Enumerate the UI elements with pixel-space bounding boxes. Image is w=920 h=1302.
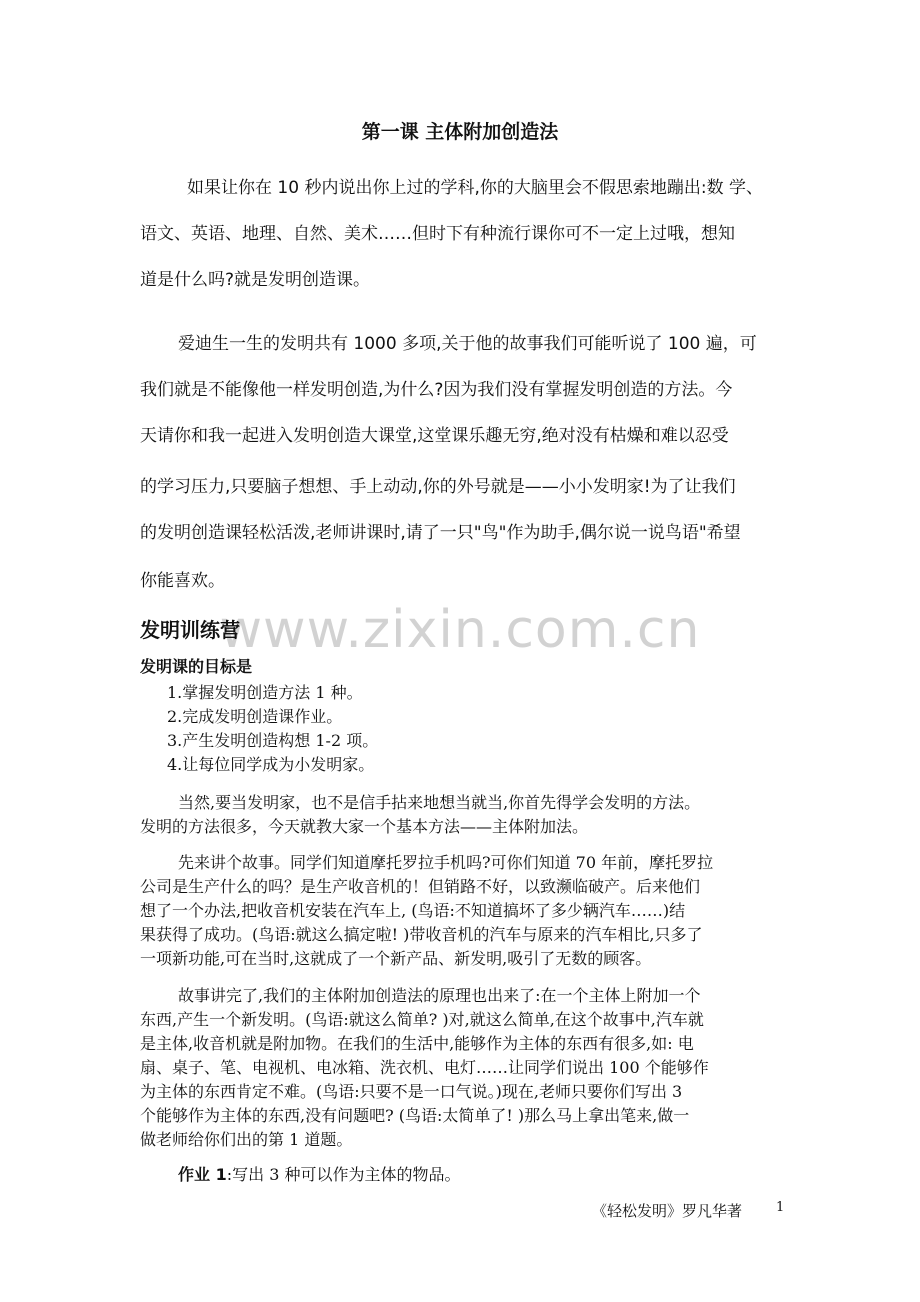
para2-line-5: 的发明创造课轻松活泼,老师讲课时,请了一只"鸟"作为助手,偶尔说一说鸟语"希望 [140, 523, 741, 543]
goal-item-1: 1.掌握发明创造方法 1 种。 [167, 683, 363, 702]
goal-item-4: 4.让每位同学成为小发明家。 [167, 755, 375, 774]
para5-line-1: 故事讲完了,我们的主体附加创造法的原理也出来了:在一个主体上附加一个 [178, 986, 701, 1005]
section-title: 发明训练营 [140, 618, 240, 642]
homework-1 [178, 1162, 460, 1185]
watermark: www.zixin.com.cn [219, 600, 701, 660]
para4-line-2: 公司是生产什么的吗？是生产收音机的！但销路不好，以致濒临破产。后来他们 [140, 877, 701, 896]
para5-line-2: 东西,产生一个新发明。(鸟语:就这么简单? )对,就这么简单,在这个故事中,汽车就 [140, 1010, 704, 1029]
goal-item-3: 3.产生发明创造构想 1-2 项。 [167, 731, 379, 750]
para3-line-1: 当然,要当发明家，也不是信手拈来地想当就当,你首先得学会发明的方法。 [178, 793, 701, 812]
goal-item-2: 2.完成发明创造课作业。 [167, 707, 343, 726]
lesson-title: 第一课 主体附加创造法 [361, 121, 559, 143]
para5-line-3: 是主体,收音机就是附加物。在我们的生活中,能够作为主体的东西有很多,如: 电 [140, 1034, 694, 1053]
footer-source: 《轻松发明》罗凡华著 [592, 1202, 743, 1220]
para5-line-4: 扇、桌子、笔、电视机、电冰箱、洗衣机、电灯……让同学们说出 100 个能够作 [140, 1058, 709, 1077]
para3-line-2: 发明的方法很多，今天就教大家一个基本方法——主体附加法。 [140, 817, 589, 836]
para4-line-3: 想了一个办法,把收音机安装在汽车上, (鸟语:不知道搞坏了多少辆汽车……)结 [140, 901, 686, 920]
page-number: 1 [776, 1200, 785, 1215]
para5-line-6: 个能够作为主体的东西,没有问题吧? (鸟语:太简单了! )那么马上拿出笔来,做一 [140, 1106, 690, 1125]
para4-line-1: 先来讲个故事。同学们知道摩托罗拉手机吗?可你们知道 70 年前，摩托罗拉 [178, 853, 714, 872]
para2-line-3: 天请你和我一起进入发明创造大课堂,这堂课乐趣无穷,绝对没有枯燥和难以忍受 [140, 426, 729, 446]
para2-line-4: 的学习压力,只要脑子想想、手上动动,你的外号就是——小小发明家!为了让我们 [140, 477, 736, 497]
para4-line-5: 一项新功能,可在当时,这就成了一个新产品、新发明,吸引了无数的顾客。 [140, 949, 652, 968]
intro-line-3: 道是什么吗?就是发明创造课。 [140, 270, 371, 290]
para4-line-4: 果获得了成功。(鸟语:就这么搞定啦! )带收音机的汽车与原来的汽车相比,只多了 [140, 925, 703, 944]
para5-line-7: 做老师给你们出的第 1 道题。 [140, 1130, 353, 1149]
para2-line-2: 我们就是不能像他一样发明创造,为什么?因为我们没有掌握发明创造的方法。今 [140, 380, 733, 400]
homework-label: 作业 1 [178, 1165, 227, 1184]
homework-text: :写出 3 种可以作为主体的物品。 [226, 1165, 461, 1184]
goals-title: 发明课的目标是 [140, 657, 253, 676]
para2-line-6: 你能喜欢。 [140, 571, 225, 591]
intro-line-1: 如果让你在 10 秒内说出你上过的学科,你的大脑里会不假思索地蹦出:数 学、 [187, 178, 763, 198]
intro-line-2: 语文、英语、地理、自然、美术……但时下有种流行课你可不一定上过哦，想知 [140, 224, 735, 244]
para5-line-5: 为主体的东西肯定不难。(鸟语:只要不是一口气说。)现在,老师只要你们写出 3 [140, 1082, 683, 1101]
para2-line-1: 爱迪生一生的发明共有 1000 多项,关于他的故事我们可能听说了 100 遍，可 [178, 334, 757, 354]
